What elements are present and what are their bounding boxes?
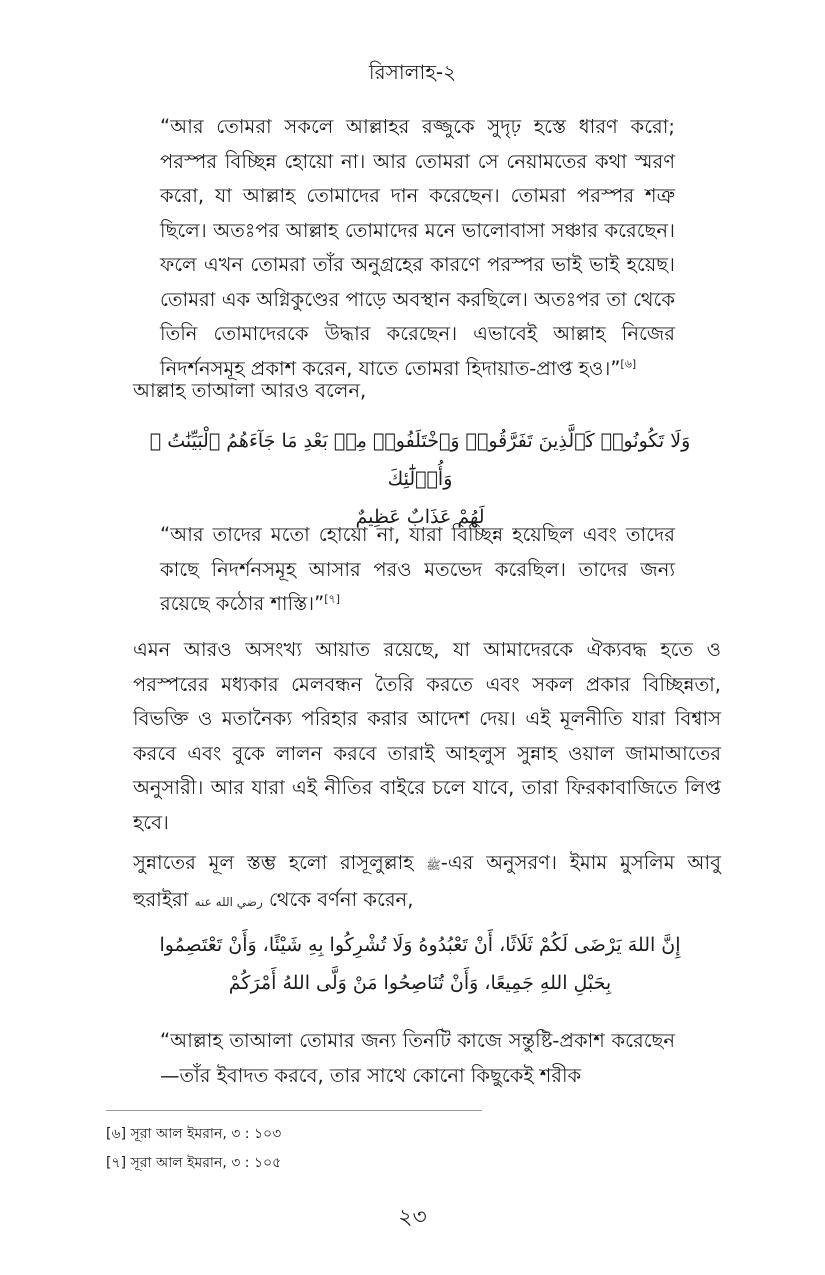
body-paragraph-2 <box>133 846 721 919</box>
quran-translation-quote-1 <box>160 110 675 386</box>
quote-2-text: “আর তাদের মতো হোয়ো না, যারা বিচ্ছিন্ন হয়েছিল এবং তাদের কাছে নিদর্শনসমূহ আসার পরও মতভেদ করেছিল। তাদের জন্য রয়েছে কঠোর শাস্তি।” <box>160 523 675 615</box>
arabic-verse-1-line-1: وَلَا تَكُونُوا۟ كَٱلَّذِينَ تَفَرَّقُوا۟ وَٱخْتَلَفُوا۟ مِنۢ بَعْدِ مَا جَآءَهُمُ ٱلْبَيِّنَٰتُ ۚ وَأُو۟لَٰٓئِكَ <box>149 430 691 490</box>
arabic-verse-1-line-2: لَهُمْ عَذَابٌ عَظِيمٌ <box>355 506 485 528</box>
salawat-symbol: ﷺ <box>426 858 441 872</box>
running-header: রিসালাহ-২ <box>368 60 457 84</box>
footnote-7-marker: [৭] <box>106 1155 127 1171</box>
footnote-6-marker: [৬] <box>106 1126 127 1142</box>
footnote-7-text: সূরা আল ইমরান, ৩ : ১০৫ <box>130 1155 282 1171</box>
body-paragraph-1: এমন আরও অসংখ্য আয়াত রয়েছে, যা আমাদেরকে ঐক্যবদ্ধ হতে ও পরস্পরের মধ্যকার মেলবন্ধন তৈরি করতে এবং সকল প্রকার বিচ্ছিন্নতা, বিভক্তি ও মতানৈক্য পরিহার করার আদেশ দেয়। এই মূলনীতি যারা বিশ্বাস করবে এবং বুকে লালন করবে তারাই আহলুস সুন্নাহ ওয়াল জামাআতের অনুসারী। আর যারা এই নীতির বাইরে চলে যাবে, তারা ফিরকাবাজিতে লিপ্ত হবে। <box>133 638 721 834</box>
arabic-hadith-line-2: بِحَبْلِ اللهِ جَمِيعًا، وَأَنْ تُنَاصِحُوا مَنْ وَلَّى اللهُ أَمْرَكُمْ <box>228 972 612 994</box>
footnote-6 <box>106 1120 706 1149</box>
para-2-part-3: থেকে বর্ণনা করেন, <box>269 887 414 911</box>
para-2-part-1: সুন্নাতের মূল স্তম্ভ হলো রাসূলুল্লাহ <box>133 851 414 874</box>
footnote-ref-7[interactable]: [৭] <box>324 592 340 606</box>
quran-translation-quote-2 <box>160 518 675 622</box>
footnotes <box>106 1120 706 1178</box>
radiallah-anhu-symbol: رضي الله عنه <box>194 894 263 909</box>
footnote-6-text: সূরা আল ইমরান, ৩ : ১০৩ <box>130 1126 282 1142</box>
footnote-divider <box>106 1110 482 1111</box>
para-2-part-2: -এর অনুসরণ। ইমাম মুসলিম আবু হুরাইরা <box>133 851 721 911</box>
arabic-hadith <box>130 926 710 1002</box>
allah-also-says: আল্লাহ তাআলা আরও বলেন, <box>133 379 367 402</box>
footnote-7 <box>106 1149 706 1178</box>
quote-1-text: “আর তোমরা সকলে আল্লাহর রজ্জুকে সুদৃঢ় হস্তে ধারণ করো; পরস্পর বিচ্ছিন্ন হোয়ো না। আর তোমরা সে নেয়ামতের কথা স্মরণ করো, যা আল্লাহ তোমাদের দান করেছেন। তোমরা পরস্পর শত্রু ছিলে। অতঃপর আল্লাহ তোমাদের মনে ভালোবাসা সঞ্চার করেছেন। ফলে এখন তোমরা তাঁর অনুগ্রহের কারণে পরস্পর ভাই ভাই হয়েছ। তোমরা এক অগ্নিকুণ্ডের পাড়ে অবস্থান করছিলে। অতঃপর তা থেকে তিনি তোমাদেরকে উদ্ধার করেছেন। এভাবেই আল্লাহ নিজের নিদর্শনসমূহ প্রকাশ করেন, যাতে তোমরা হিদায়াত-প্রাপ্ত হও।” <box>160 115 675 380</box>
page-number: ২৩ <box>398 1205 427 1230</box>
hadith-translation-quote: “আল্লাহ তাআলা তোমার জন্য তিনটি কাজে সন্তুষ্টি-প্রকাশ করেছেন—তাঁর ইবাদত করবে, তার সাথে কোনো কিছুকেই শরীক <box>160 1029 675 1087</box>
footnote-ref-6[interactable]: [৬] <box>620 357 637 370</box>
arabic-hadith-line-1: إِنَّ اللهَ يَرْضَى لَكُمْ ثَلَاثًا، أَنْ تَعْبُدُوهُ وَلَا تُشْرِكُوا بِهِ شَيْئًا، وَأَنْ تَعْتَصِمُوا <box>159 934 681 956</box>
